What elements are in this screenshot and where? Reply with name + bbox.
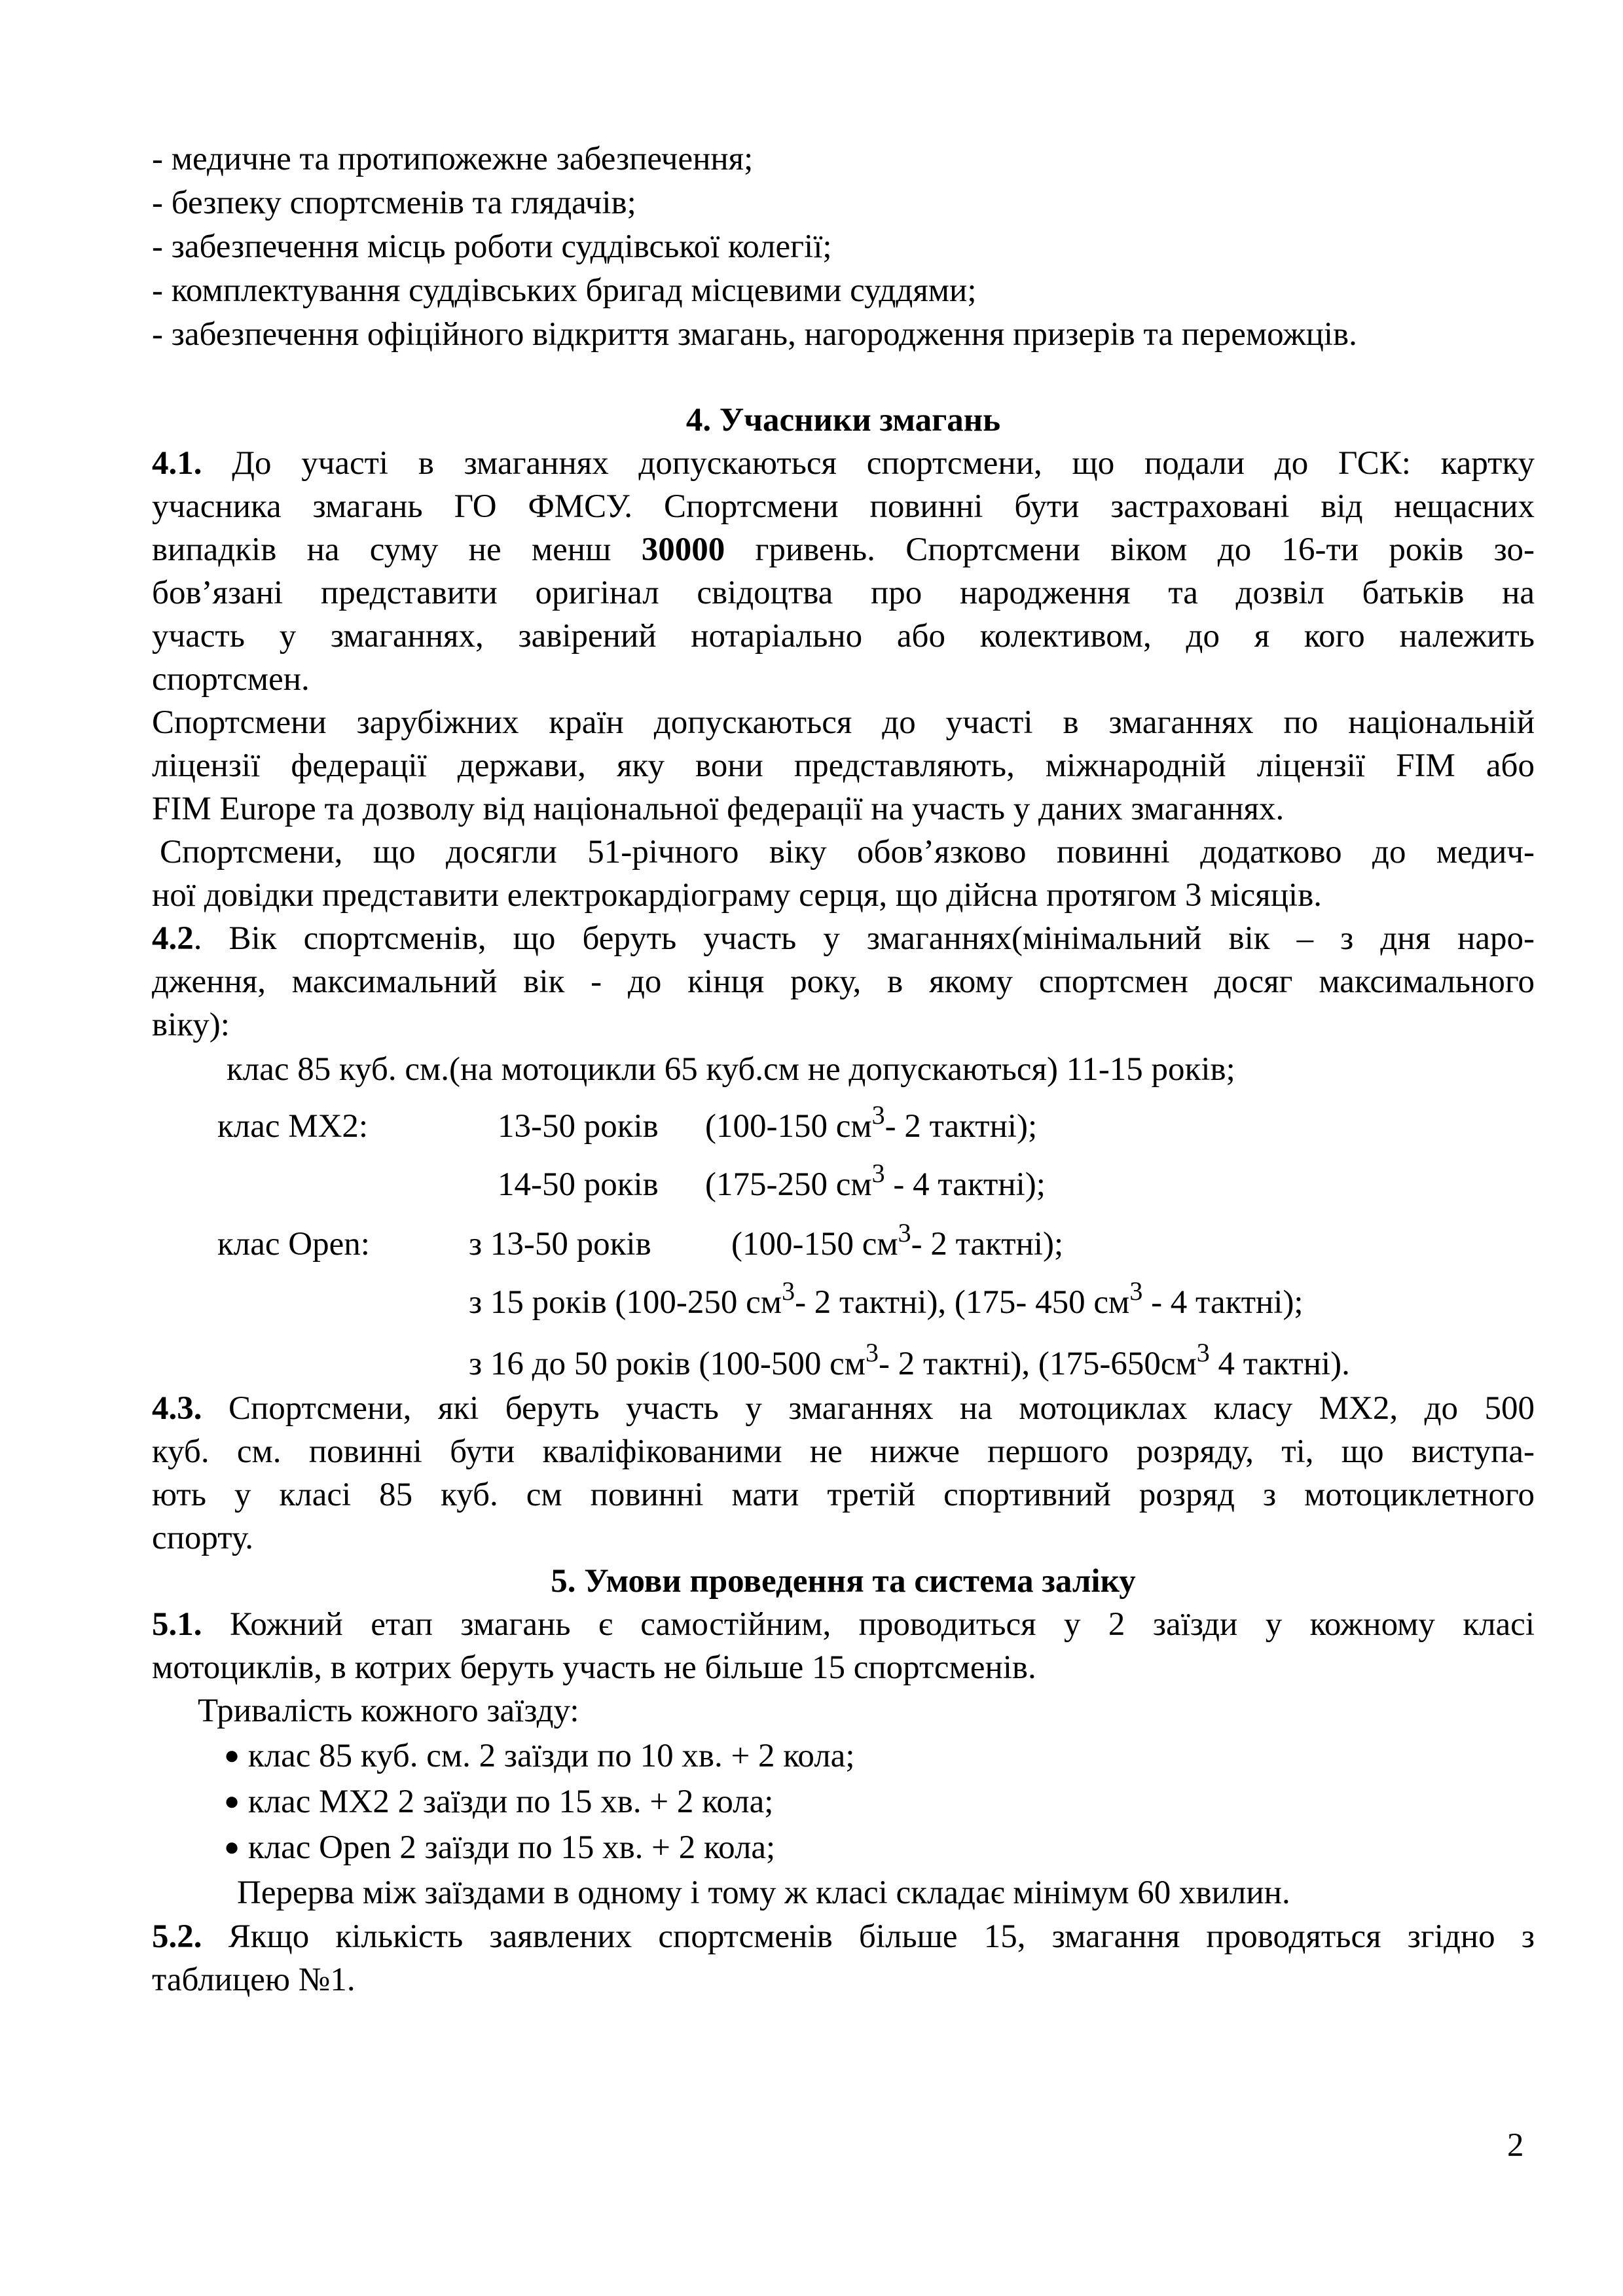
para-4-3-line: спорту.	[152, 1520, 254, 1556]
para-4-1-line: випадків на суму не менш 30000 гривень. Спортсмени віком до 16-ти років зо-	[152, 531, 1535, 568]
class-85-line: клас 85 куб. см.(на мотоцикли 65 куб.см не допускаються) 11-15 років;	[227, 1051, 1235, 1088]
list-item: - забезпечення офіційного відкриття змагань, нагородження призерів та переможців.	[152, 316, 1357, 353]
foreign-athletes-line: FIM Europe та дозволу від національної федерації на участь у даних змаганнях.	[152, 791, 1285, 827]
engine-spec: (100-150 $см^3-$ 2 тактні);	[731, 1218, 1064, 1263]
age-51-line: ної довідки представити електрокардіограму серця, що дійсна протягом 3 місяців.	[152, 877, 1322, 914]
age-range: 14-50 років	[498, 1166, 659, 1203]
list-item: - медичне та протипожежне забезпечення;	[152, 141, 754, 177]
list-item: ● клас Open 2 заїзди по 15 хв. + 2 кола;	[224, 1829, 776, 1866]
list-item: ● клас 85 куб. см. 2 заїзди по 10 хв. + 2 кола;	[224, 1738, 855, 1774]
para-4-1-line: участь у змаганнях, завірений нотаріально або колективом, до я кого належить	[152, 618, 1535, 655]
para-4-3-line: 4.3. Спортсмени, які беруть участь у змаганнях на мотоциклах класу MX2, до 500	[152, 1390, 1535, 1427]
para-4-1-line: бов’язані представити оригінал свідоцтва про народження та дозвіл батьків на	[152, 575, 1535, 611]
bullet-icon: ●	[224, 1740, 240, 1770]
para-4-1-line: учасника змагань ГО ФМСУ. Спортсмени повинні бути застраховані від нещасних	[152, 488, 1535, 525]
class-open-row: з 16 до 50 років (100-500 $см^3-$ 2 тактні), ($175-650см^3$ 4 тактні).	[469, 1338, 1350, 1382]
list-item: - забезпечення місць роботи суддівської колегії;	[152, 228, 832, 265]
duration-label: Тривалість кожного заїзду:	[198, 1693, 579, 1729]
class-mx2-label: клас MX2:	[217, 1108, 369, 1145]
para-4-1-line: спортсмен.	[152, 661, 310, 698]
para-4-2-line: дження, максимальний вік - до кінця року, в якому спортсмен досяг максимального	[152, 963, 1535, 1000]
age-range: 13-50 років	[498, 1108, 659, 1145]
para-4-2-line: віку):	[152, 1007, 230, 1043]
list-item: - безпеку спортсменів та глядачів;	[152, 185, 636, 221]
foreign-athletes-line: ліцензії федерації держави, яку вони представляють, міжнародній ліцензії FIM або	[152, 747, 1535, 784]
para-4-3-line: ють у класі 85 куб. см повинні мати третій спортивний розряд з мотоциклетного	[152, 1477, 1535, 1513]
age-51-line: Спортсмени, що досягли 51-річного віку обов’язково повинні додатково до медич-	[160, 834, 1535, 870]
age-range: з 13-50 років	[469, 1226, 651, 1263]
section-5-heading: 5. Умови проведення та система заліку	[551, 1563, 1136, 1600]
foreign-athletes-line: Спортсмени зарубіжних країн допускаються до участі в змаганнях по національній	[152, 704, 1535, 741]
section-4-heading: 4. Учасники змагань	[685, 402, 1001, 439]
engine-spec: (175-250 $см^3 - 4$ тактні);	[705, 1158, 1046, 1203]
bullet-icon: ●	[224, 1832, 240, 1861]
break-text: Перерва між заїздами в одному і тому ж класі складає мінімум 60 хвилин.	[237, 1874, 1290, 1911]
para-4-2-line: 4.2. Вік спортсменів, що беруть участь у змаганнях(мінімальний вік – з дня наро-	[152, 920, 1535, 957]
para-5-2-line: таблицею №1.	[152, 1962, 356, 1998]
class-open-label: клас Open:	[217, 1226, 370, 1263]
page-number: 2	[1507, 2127, 1524, 2164]
para-5-1-line: мотоциклів, в котрих беруть участь не більше 15 спортсменів.	[152, 1649, 1036, 1686]
para-5-1-line: 5.1. Кожний етап змагань є самостійним, проводиться у 2 заїзди у кожному класі	[152, 1606, 1535, 1643]
engine-spec: (100-150 $см^3-$ 2 тактні);	[705, 1100, 1038, 1145]
list-item: ● клас MX2 2 заїзди по 15 хв. + 2 кола;	[224, 1784, 774, 1820]
class-open-row: з 15 років (100-250 $см^3-$ 2 тактні), (175- 450 $см^3 - 4$ тактні);	[469, 1276, 1304, 1321]
para-4-1-line: 4.1. До участі в змаганнях допускаються спортсмени, що подали до ГСК: картку	[152, 445, 1535, 482]
para-4-3-line: куб. см. повинні бути кваліфікованими не нижче першого розряду, ті, що виступа-	[152, 1433, 1535, 1470]
para-5-2-line: 5.2. Якщо кількість заявлених спортсменів більше 15, змагання проводяться згідно з	[152, 1918, 1535, 1955]
bullet-icon: ●	[224, 1786, 240, 1816]
list-item: - комплектування суддівських бригад місцевими суддями;	[152, 272, 977, 309]
